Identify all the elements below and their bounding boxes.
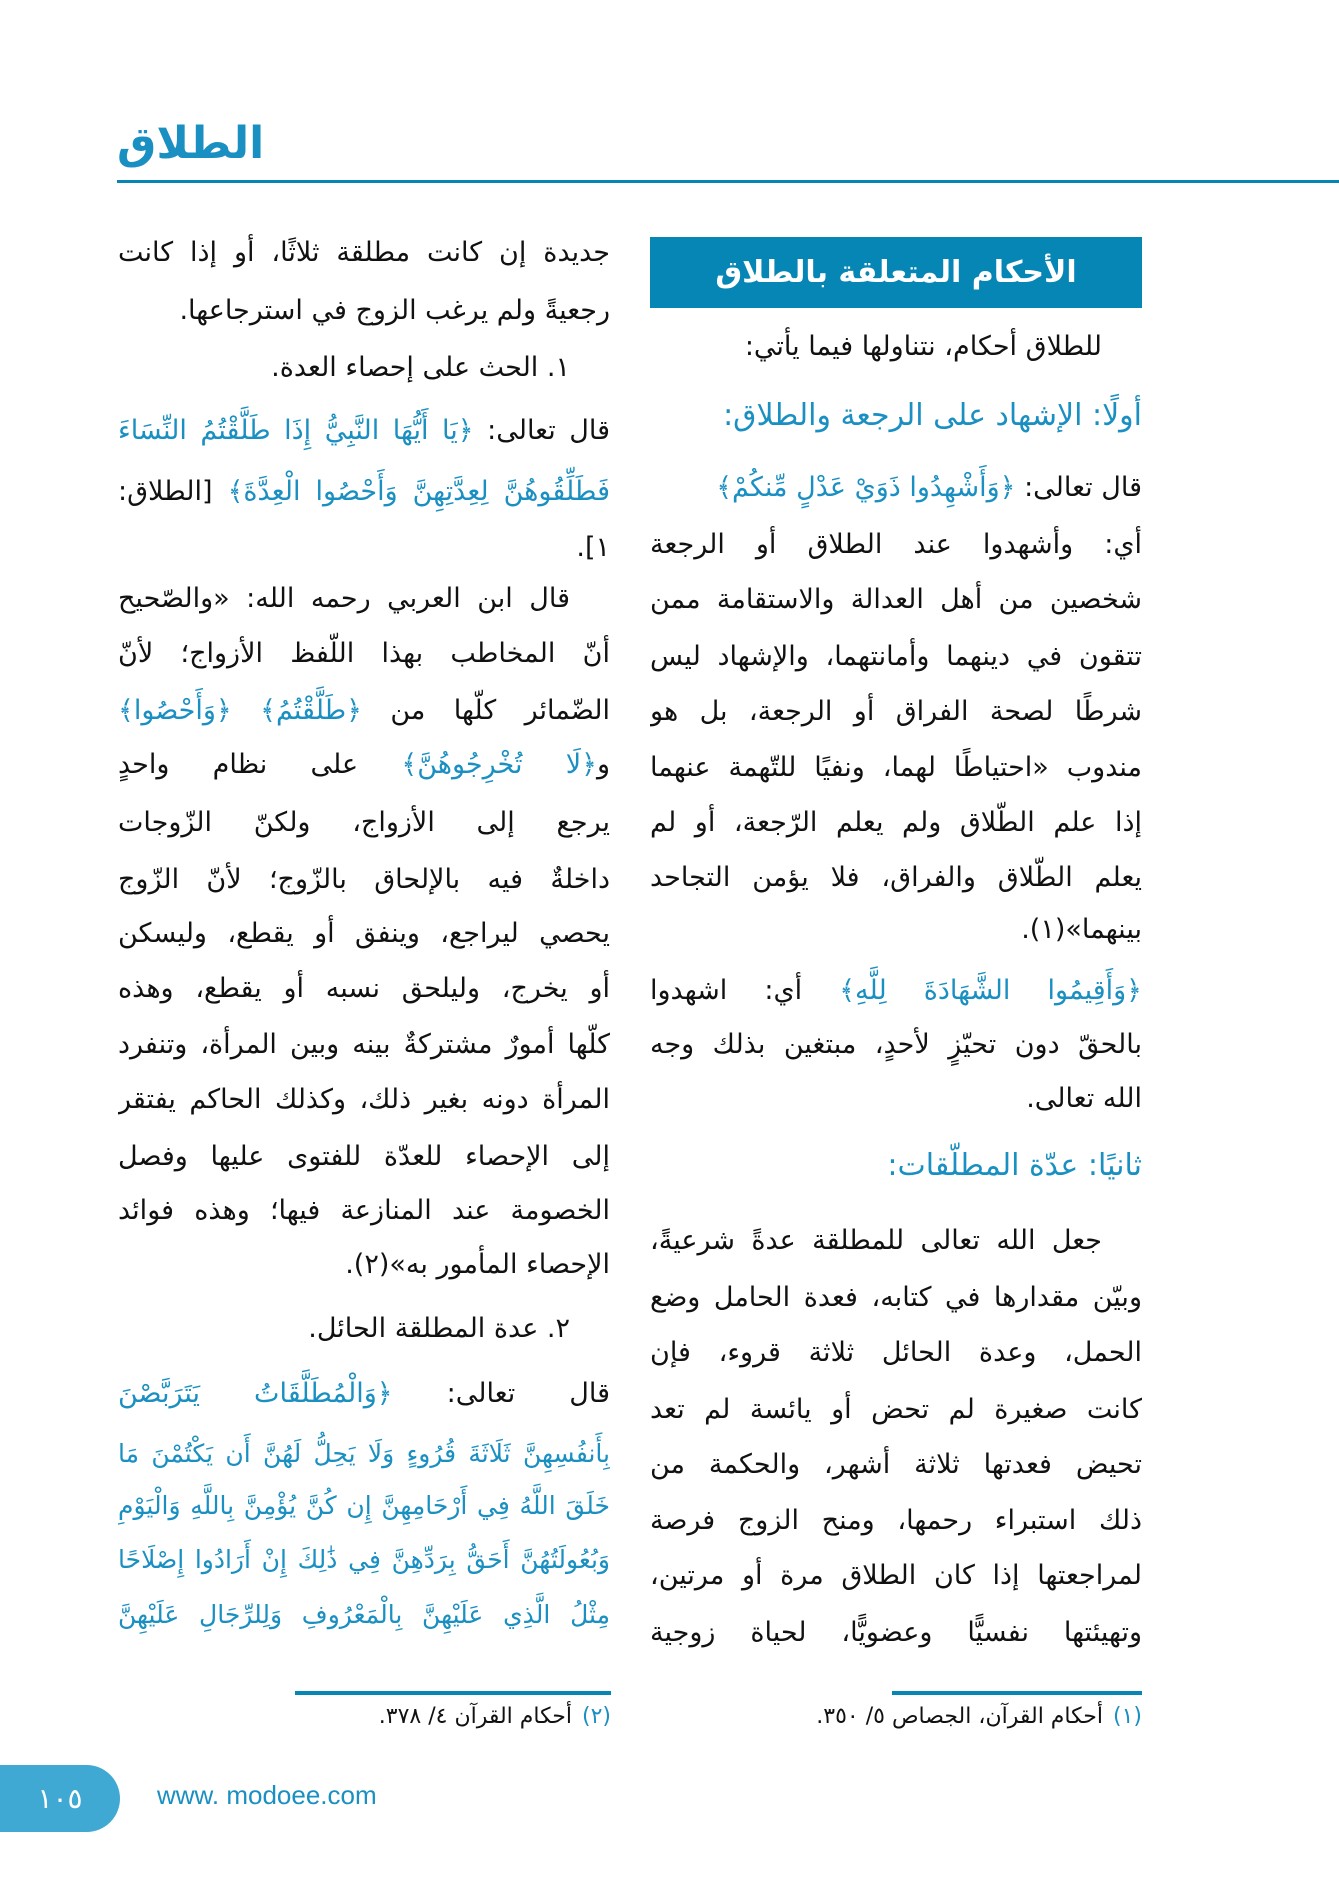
text-segment: يرجع إلى الأزواج، ولكنّ الزّوجات xyxy=(118,807,610,838)
text-line xyxy=(118,1237,610,1293)
text-line xyxy=(650,1605,1142,1661)
text-line xyxy=(118,464,610,520)
quran-quote: ﴿وَأَقِيمُوا الشَّهَادَةَ لِلَّهِ﴾ xyxy=(839,975,1142,1006)
header-rule xyxy=(117,180,1339,183)
text-segment: أنّ المخاطب بهذا اللّفظ الأزواج؛ لأنّ xyxy=(118,638,610,669)
text-segment: إلى الإحصاء للعدّة للفتوى عليها وفصل xyxy=(118,1141,610,1172)
text-line xyxy=(118,283,610,339)
text-line xyxy=(118,852,610,908)
text-segment: ذلك استبراء رحمها، ومنح الزوج فرصة xyxy=(650,1505,1142,1536)
text-segment: جديدة إن كانت مطلقة ثلاثًا، أو إذا كانت xyxy=(118,237,610,268)
text-segment: بينهما»(١). xyxy=(1021,914,1142,945)
text-segment: تتقون في دينهما وأمانتهما، والإشهاد ليس xyxy=(650,641,1142,672)
running-title: الطلاق xyxy=(117,118,265,169)
text-segment: يحصي ليراجع، وينفق أو يقطع، وليسكن xyxy=(118,918,610,949)
text-segment: الضّمائر كلّها من xyxy=(361,695,610,726)
footnote-1 xyxy=(816,1704,1142,1729)
text-segment: أولًا: الإشهاد على الرجعة والطلاق: xyxy=(723,398,1142,433)
text-line xyxy=(650,1270,1142,1326)
text-line xyxy=(118,1301,570,1357)
text-line xyxy=(650,1548,1142,1604)
text-line xyxy=(118,961,610,1017)
quran-quote: ﴿وَالْمُطَلَّقَاتُ يَتَرَبَّصْنَ xyxy=(118,1378,393,1409)
text-line xyxy=(650,902,1142,958)
text-segment: الله تعالى. xyxy=(1026,1083,1142,1114)
text-segment: قال تعالى: xyxy=(1015,472,1142,503)
quran-quote: ﴿لَا تُخْرِجُوهُنَّ﴾ xyxy=(401,749,597,780)
quran-quote: ﴿يَا أَيُّهَا النَّبِيُّ إِذَا طَلَّقْتُمُ النِّسَاءَ xyxy=(118,415,474,446)
text-segment: كانت صغيرة لم تحض أو يائسة لم تعد xyxy=(650,1394,1142,1425)
website-link[interactable]: www. modoee.com xyxy=(157,1780,377,1810)
text-segment: على نظام واحدٍ xyxy=(118,749,402,780)
text-segment: للطلاق أحكام، نتناولها فيما يأتي: xyxy=(744,331,1102,362)
text-line xyxy=(118,1366,610,1422)
text-line xyxy=(650,572,1142,628)
text-line xyxy=(650,1325,1142,1381)
subheading xyxy=(650,388,1142,444)
text-segment: أو يخرج، وليلحق نسبه أو يقطع، وهذه xyxy=(118,973,610,1004)
text-line xyxy=(650,1382,1142,1438)
text-segment: [الطلاق: xyxy=(118,476,228,507)
text-segment: لمراجعتها إذا كان الطلاق مرة أو مرتين، xyxy=(650,1560,1142,1591)
text-segment: الخصومة عند المنازعة فيها؛ وهذه فوائد xyxy=(118,1195,610,1226)
text-line xyxy=(118,225,610,281)
text-line xyxy=(650,795,1142,851)
footnote-rule-left xyxy=(295,1691,611,1695)
text-segment: قال تعالى: xyxy=(473,415,610,446)
section-title: الأحكام المتعلقة بالطلاق xyxy=(650,237,1142,308)
text-segment: خَلَقَ اللَّهُ فِي أَرْحَامِهِنَّ إِن كُنَّ يُؤْمِنَّ بِاللَّهِ وَالْيَوْمِ xyxy=(118,1491,610,1520)
text-line xyxy=(118,906,610,962)
footnote-number: (١) xyxy=(1112,1704,1142,1729)
text-line xyxy=(118,403,610,459)
footnote-rule-right xyxy=(892,1691,1142,1695)
page-number: ١٠٥ xyxy=(0,1765,120,1832)
footnote-number: (٢) xyxy=(581,1704,611,1729)
text-segment: تحيض فعدتها ثلاثة أشهر، والحكمة من xyxy=(650,1449,1142,1480)
text-line xyxy=(650,850,1142,906)
text-line xyxy=(118,1183,610,1239)
text-segment: المرأة دونه بغير ذلك، وكذلك الحاكم يفتقر xyxy=(118,1084,610,1115)
text-line xyxy=(118,737,610,793)
text-segment: و xyxy=(596,749,610,780)
subheading xyxy=(650,1138,1142,1194)
quran-quote: ﴿وَأَشْهِدُوا ذَوَيْ عَدْلٍ مِّنكُمْ﴾ xyxy=(716,472,1016,503)
text-segment: ثانيًا: عدّة المطلّقات: xyxy=(887,1148,1142,1183)
text-segment: شرطًا لصحة الفراق أو الرجعة، بل هو xyxy=(650,696,1142,727)
quran-verse-line xyxy=(118,1587,610,1643)
quran-quote: فَطَلِّقُوهُنَّ لِعِدَّتِهِنَّ وَأَحْصُوا الْعِدَّةَ﴾ xyxy=(227,476,610,507)
text-line xyxy=(118,520,610,576)
text-segment: أي: وأشهدوا عند الطلاق أو الرجعة xyxy=(650,529,1142,560)
text-line xyxy=(650,1437,1142,1493)
text-segment: مِثْلُ الَّذِي عَلَيْهِنَّ بِالْمَعْرُوفِ وَلِلرِّجَالِ عَلَيْهِنَّ xyxy=(118,1600,610,1629)
quran-quote: ﴿طَلَّقْتُمُ﴾ ﴿وَأَحْصُوا﴾ xyxy=(118,695,362,726)
footnote-text: أحكام القرآن، الجصاص ٥/ ٣٥٠. xyxy=(816,1704,1103,1729)
text-segment: جعل الله تعالى للمطلقة عدةً شرعيةً، xyxy=(650,1225,1102,1256)
text-segment: يعلم الطّلاق والفراق، فلا يؤمن التجاحد xyxy=(650,862,1142,893)
text-line xyxy=(118,1017,610,1073)
text-segment: ١. الحث على إحصاء العدة. xyxy=(271,352,570,383)
text-segment: ١]. xyxy=(576,532,610,563)
text-line xyxy=(118,795,610,851)
quran-verse-line xyxy=(118,1478,610,1534)
quran-verse-line xyxy=(118,1426,610,1482)
text-segment: وتهيئتها نفسيًّا وعضويًّا، لحياة زوجية xyxy=(650,1617,1142,1648)
text-line xyxy=(118,1129,610,1185)
text-segment: الإحصاء المأمور به»(٢). xyxy=(345,1249,610,1280)
footnote-2 xyxy=(379,1704,611,1729)
text-line xyxy=(650,740,1142,796)
text-segment: إذا علم الطّلاق ولم يعلم الرّجعة، أو لم xyxy=(650,807,1142,838)
text-line xyxy=(650,460,1142,516)
text-segment: الحمل، وعدة الحائل ثلاثة قروء، فإن xyxy=(650,1337,1142,1368)
text-segment: رجعيةً ولم يرغب الزوج في استرجاعها. xyxy=(179,295,610,326)
text-line xyxy=(650,1213,1102,1269)
text-segment: بِأَنفُسِهِنَّ ثَلَاثَةَ قُرُوءٍ وَلَا يَحِلُّ لَهُنَّ أَن يَكْتُمْنَ مَا xyxy=(118,1439,610,1468)
text-line xyxy=(650,629,1142,685)
text-segment: قال تعالى: xyxy=(392,1378,610,1409)
text-line xyxy=(650,684,1142,740)
text-line xyxy=(118,626,610,682)
quran-verse-line xyxy=(118,1532,610,1588)
text-segment: مندوب «احتياطًا لهما، ونفيًا للتّهمة عنهما xyxy=(650,752,1142,783)
text-segment: كلّها أمورٌ مشتركةٌ بينه وبين المرأة، وتنفرد xyxy=(118,1029,610,1060)
text-segment: وبيّن مقدارها في كتابه، فعدة الحامل وضع xyxy=(650,1282,1142,1313)
text-segment: بالحقّ دون تحيّزٍ لأحدٍ، مبتغين بذلك وجه xyxy=(650,1029,1142,1060)
text-line xyxy=(118,683,610,739)
footnote-text: أحكام القرآن ٤/ ٣٧٨. xyxy=(378,1704,572,1729)
text-segment: ٢. عدة المطلقة الحائل. xyxy=(308,1313,570,1344)
text-segment: شخصين من أهل العدالة والاستقامة ممن xyxy=(650,584,1142,615)
text-line xyxy=(650,517,1142,573)
text-segment: داخلةٌ فيه بالإلحاق بالزّوج؛ لأنّ الزّوج xyxy=(118,864,610,895)
text-segment: أي: اشهدوا xyxy=(650,975,840,1006)
text-line xyxy=(118,1072,610,1128)
text-line xyxy=(118,340,570,396)
text-line xyxy=(650,1017,1142,1073)
text-line xyxy=(650,319,1102,375)
text-line xyxy=(650,1493,1142,1549)
text-line xyxy=(650,1071,1142,1127)
text-segment: وَبُعُولَتُهُنَّ أَحَقُّ بِرَدِّهِنَّ فِي ذَٰلِكَ إِنْ أَرَادُوا إِصْلَاحًا xyxy=(118,1545,610,1574)
text-segment: قال ابن العربي رحمه الله: «والصّحيح xyxy=(118,583,570,614)
text-line xyxy=(118,571,570,627)
text-line xyxy=(650,963,1142,1019)
